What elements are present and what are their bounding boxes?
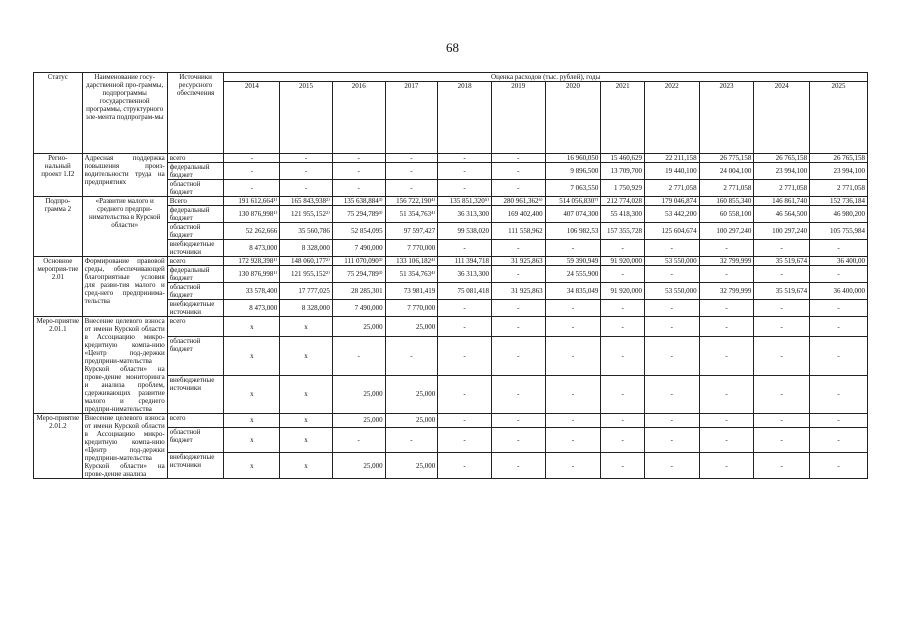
value-cell: - [438,300,492,317]
value-cell: 35 560,786 [280,223,333,240]
value-cell: 130 876,998¹⁾ [224,266,280,283]
header-year: 2015 [280,82,333,154]
value-cell: - [644,337,699,375]
value-cell: - [491,427,545,453]
value-cell: - [754,266,810,283]
value-cell: 146 861,740 [754,197,810,206]
value-cell: - [644,240,699,257]
value-cell: 7 063,550 [545,180,601,197]
header-sources: Источники ресурсного обеспечения [167,73,224,154]
value-cell: 46 980,200 [810,206,868,223]
value-cell: - [545,240,601,257]
row-status: Меро-приятие 2.01.1 [34,317,83,414]
value-cell: 157 355,728 [601,223,645,240]
value-cell: - [491,337,545,375]
value-cell: - [438,154,492,163]
value-cell: 99 538,020 [438,223,492,240]
value-cell: 8 328,000 [280,300,333,317]
value-cell: 28 285,301 [332,283,385,300]
value-cell: - [754,240,810,257]
value-cell: х [280,317,333,337]
value-cell: 23 994,100 [810,163,868,180]
value-cell: х [224,453,280,479]
value-cell: - [644,300,699,317]
budget-table [33,72,868,479]
header-year: 2022 [644,82,699,154]
value-cell: 35 519,674 [754,283,810,300]
header-year: 2014 [224,82,280,154]
value-cell: 7 490,000 [332,300,385,317]
value-cell: - [224,163,280,180]
value-cell: - [810,317,868,337]
value-cell: - [810,414,868,428]
value-cell: х [224,337,280,375]
value-cell: 52 262,666 [224,223,280,240]
value-cell: - [491,154,545,163]
row-source: внебюджетные источники [167,453,224,479]
value-cell: 133 106,182⁴⁾ [385,257,438,266]
value-cell: 280 961,362⁶⁾ [491,197,545,206]
value-cell: - [438,453,492,479]
value-cell: 169 402,400 [491,206,545,223]
value-cell: 75 294,789³⁾ [332,266,385,283]
row-status: Подпро-грамма 2 [34,197,83,257]
value-cell: - [754,427,810,453]
header-year: 2025 [810,82,868,154]
value-cell: 130 876,998¹⁾ [224,206,280,223]
row-source: внебюджетные источники [167,300,224,317]
value-cell: - [644,453,699,479]
value-cell: 25,000 [385,375,438,413]
value-cell: - [491,375,545,413]
header-name: Наименование госу-дарственной про-граммы, подпрограммы государственной программы, структурного эле-мента подпрограм-мы [82,73,167,154]
value-cell: - [280,154,333,163]
header-year: 2021 [601,82,645,154]
value-cell: 156 722,190⁴⁾ [385,197,438,206]
value-cell: - [810,240,868,257]
value-cell: 514 056,830⁷⁾ [545,197,601,206]
value-cell: 111 558,962 [491,223,545,240]
value-cell: 32 799,999 [699,257,754,266]
value-cell: 31 925,863 [491,283,545,300]
value-cell: 1 750,929 [601,180,645,197]
value-cell: 212 774,028 [601,197,645,206]
value-cell: - [280,163,333,180]
value-cell: 7 490,000 [332,240,385,257]
table-row [34,257,868,266]
value-cell: - [810,337,868,375]
value-cell: 9 896,500 [545,163,601,180]
table-row [34,414,868,428]
value-cell: 16 960,050 [545,154,601,163]
row-source: федеральный бюджет [167,163,224,180]
header-year: 2019 [491,82,545,154]
table-row [34,154,868,163]
value-cell: - [224,154,280,163]
value-cell: 8 473,000 [224,240,280,257]
value-cell: - [332,427,385,453]
value-cell: - [699,300,754,317]
value-cell: - [491,240,545,257]
value-cell: 46 564,500 [754,206,810,223]
value-cell: 8 328,000 [280,240,333,257]
value-cell: 59 390,949 [545,257,601,266]
value-cell: - [491,414,545,428]
value-cell: 51 354,763⁴⁾ [385,266,438,283]
row-source: всего [167,414,224,428]
row-source: областной бюджет [167,427,224,453]
value-cell: - [699,453,754,479]
value-cell: 2 771,058 [699,180,754,197]
value-cell: - [545,337,601,375]
value-cell: - [754,300,810,317]
value-cell: 191 612,664¹⁾ [224,197,280,206]
value-cell: 52 854,095 [332,223,385,240]
value-cell: 135 851,320⁵⁾ [438,197,492,206]
value-cell: - [810,300,868,317]
value-cell: 36 313,300 [438,266,492,283]
value-cell: 33 578,400 [224,283,280,300]
value-cell: 53 442,200 [644,206,699,223]
value-cell: - [545,317,601,337]
value-cell: - [699,414,754,428]
row-name: Адресная поддержка повышения произ-водительности труда на предприятиях [82,154,167,197]
row-name: Внесение целевого взноса от имени Курской области в Ассоциацию микро-кредитную компа-нию «Центр под-держки предприни-мательства Курской области» на прове-дение анализа [82,414,167,479]
value-cell: - [601,240,645,257]
value-cell: - [438,414,492,428]
value-cell: 179 046,874 [644,197,699,206]
value-cell: 75 081,418 [438,283,492,300]
value-cell: 8 473,000 [224,300,280,317]
value-cell: - [438,375,492,413]
row-source: Всего [167,197,224,206]
value-cell: - [699,317,754,337]
row-source: областной бюджет [167,180,224,197]
row-source: федеральный бюджет [167,266,224,283]
row-source: всего [167,154,224,163]
value-cell: 2 771,058 [810,180,868,197]
value-cell: 32 799,999 [699,283,754,300]
value-cell: - [545,453,601,479]
row-source: федеральный бюджет [167,206,224,223]
value-cell: 22 211,158 [644,154,699,163]
value-cell: - [491,317,545,337]
value-cell: - [601,266,645,283]
value-cell: 31 925,863 [491,257,545,266]
row-source: внебюджетные источники [167,240,224,257]
row-source: областной бюджет [167,337,224,375]
value-cell: - [385,427,438,453]
value-cell: х [224,427,280,453]
value-cell: 25,000 [385,414,438,428]
row-name: Формирование правовой среды, обеспечивающей благоприятные условия для разви-тия малого и сред-него предпринима-тельства [82,257,167,317]
table-row [34,197,868,206]
row-status: Основное мероприя-тие 2.01 [34,257,83,317]
value-cell: - [601,300,645,317]
value-cell: 36 313,300 [438,206,492,223]
value-cell: - [438,317,492,337]
row-status: Регио-нальный проект 1.I2 [34,154,83,197]
value-cell: 7 770,000 [385,240,438,257]
value-cell: 19 440,100 [644,163,699,180]
value-cell: 53 550,000 [644,257,699,266]
value-cell: 24 555,900 [545,266,601,283]
value-cell: 73 981,419 [385,283,438,300]
value-cell: 407 074,300 [545,206,601,223]
value-cell: - [810,453,868,479]
value-cell: - [438,427,492,453]
header-year: 2020 [545,82,601,154]
value-cell: 148 060,177²⁾ [280,257,333,266]
value-cell: 55 418,300 [601,206,645,223]
value-cell: 13 709,700 [601,163,645,180]
row-source: внебюджетные источники [167,375,224,413]
value-cell: х [280,414,333,428]
value-cell: 172 928,398¹⁾ [224,257,280,266]
value-cell: - [385,163,438,180]
value-cell: 97 597,427 [385,223,438,240]
value-cell: - [699,375,754,413]
value-cell: х [280,427,333,453]
value-cell: 160 855,340 [699,197,754,206]
value-cell: - [491,180,545,197]
value-cell: 7 770,000 [385,300,438,317]
value-cell: - [385,180,438,197]
value-cell: - [699,240,754,257]
value-cell: - [699,266,754,283]
value-cell: х [280,337,333,375]
value-cell: 111 070,090³⁾ [332,257,385,266]
row-source: областной бюджет [167,283,224,300]
value-cell: - [491,300,545,317]
value-cell: 2 771,058 [644,180,699,197]
value-cell: - [754,453,810,479]
value-cell: - [644,266,699,283]
value-cell: 25,000 [332,453,385,479]
value-cell: - [332,337,385,375]
value-cell: 2 771,058 [754,180,810,197]
value-cell: - [699,337,754,375]
value-cell: 51 354,763⁴⁾ [385,206,438,223]
value-cell: 53 550,000 [644,283,699,300]
value-cell: - [644,427,699,453]
value-cell: х [224,317,280,337]
value-cell: 36 400,000 [810,283,868,300]
value-cell: 100 297,240 [754,223,810,240]
value-cell: - [491,163,545,180]
row-name: «Развитие малого и среднего предпри-нимательства в Курской области» [82,197,167,257]
value-cell: 111 394,718 [438,257,492,266]
value-cell: - [491,453,545,479]
value-cell: - [601,414,645,428]
value-cell: 25,000 [332,375,385,413]
value-cell: - [545,300,601,317]
value-cell: х [280,375,333,413]
value-cell: 25,000 [332,317,385,337]
row-source: областной бюджет [167,223,224,240]
value-cell: 26 765,158 [754,154,810,163]
value-cell: - [385,337,438,375]
value-cell: 25,000 [332,414,385,428]
value-cell: - [601,453,645,479]
value-cell: х [224,375,280,413]
value-cell: 26 775,158 [699,154,754,163]
row-status: Меро-приятие 2.01.2 [34,414,83,479]
value-cell: - [438,180,492,197]
page-number: 68 [446,40,459,55]
value-cell: 135 638,884³⁾ [332,197,385,206]
value-cell: 91 920,000 [601,283,645,300]
row-name: Внесение целевого взноса от имени Курской области в Ассоциацию микро-кредитную компа-нию «Центр под-держки предприни-мательства Курской области» на прове-дение мониторинга и анализа проблем, сдерживающих развитие малого и среднего предпри-нимательства [82,317,167,414]
value-cell: - [224,180,280,197]
value-cell: 152 736,184 [810,197,868,206]
value-cell: 35 519,674 [754,257,810,266]
value-cell: - [644,414,699,428]
header-year: 2018 [438,82,492,154]
value-cell: 121 955,152²⁾ [280,206,333,223]
value-cell: - [644,375,699,413]
value-cell: - [280,180,333,197]
value-cell: - [491,266,545,283]
value-cell: - [810,375,868,413]
value-cell: - [332,163,385,180]
value-cell: 91 920,000 [601,257,645,266]
value-cell: - [332,154,385,163]
value-cell: - [545,427,601,453]
row-source: всего [167,257,224,266]
value-cell: - [601,337,645,375]
header-estimate: Оценка расходов (тыс. рублей), годы [224,73,868,82]
value-cell: - [601,317,645,337]
header-year: 2023 [699,82,754,154]
value-cell: х [224,414,280,428]
value-cell: 24 004,100 [699,163,754,180]
value-cell: 105 755,984 [810,223,868,240]
value-cell: 25,000 [385,453,438,479]
value-cell: 15 460,629 [601,154,645,163]
value-cell: - [601,427,645,453]
header-year: 2017 [385,82,438,154]
value-cell: - [699,427,754,453]
value-cell: - [754,414,810,428]
value-cell: 100 297,240 [699,223,754,240]
value-cell: - [545,414,601,428]
header-year: 2016 [332,82,385,154]
value-cell: 26 765,158 [810,154,868,163]
value-cell: 34 835,049 [545,283,601,300]
value-cell: 165 843,938²⁾ [280,197,333,206]
value-cell: 60 558,100 [699,206,754,223]
value-cell: 17 777,025 [280,283,333,300]
value-cell: - [438,240,492,257]
value-cell: - [385,154,438,163]
value-cell: х [280,453,333,479]
value-cell: - [601,375,645,413]
value-cell: - [545,375,601,413]
row-source: всего [167,317,224,337]
value-cell: 125 604,674 [644,223,699,240]
table-row [34,317,868,337]
value-cell: - [754,337,810,375]
value-cell: - [810,427,868,453]
value-cell: 23 994,100 [754,163,810,180]
header-status: Статус [34,73,83,154]
value-cell: 75 294,789³⁾ [332,206,385,223]
value-cell: 25,000 [385,317,438,337]
value-cell: - [754,317,810,337]
value-cell: - [644,317,699,337]
value-cell: 121 955,152²⁾ [280,266,333,283]
value-cell: 106 982,53 [545,223,601,240]
value-cell: 36 400,00 [810,257,868,266]
value-cell: - [332,180,385,197]
header-year: 2024 [754,82,810,154]
value-cell: - [438,163,492,180]
value-cell: - [438,337,492,375]
value-cell: - [754,375,810,413]
value-cell: - [810,266,868,283]
